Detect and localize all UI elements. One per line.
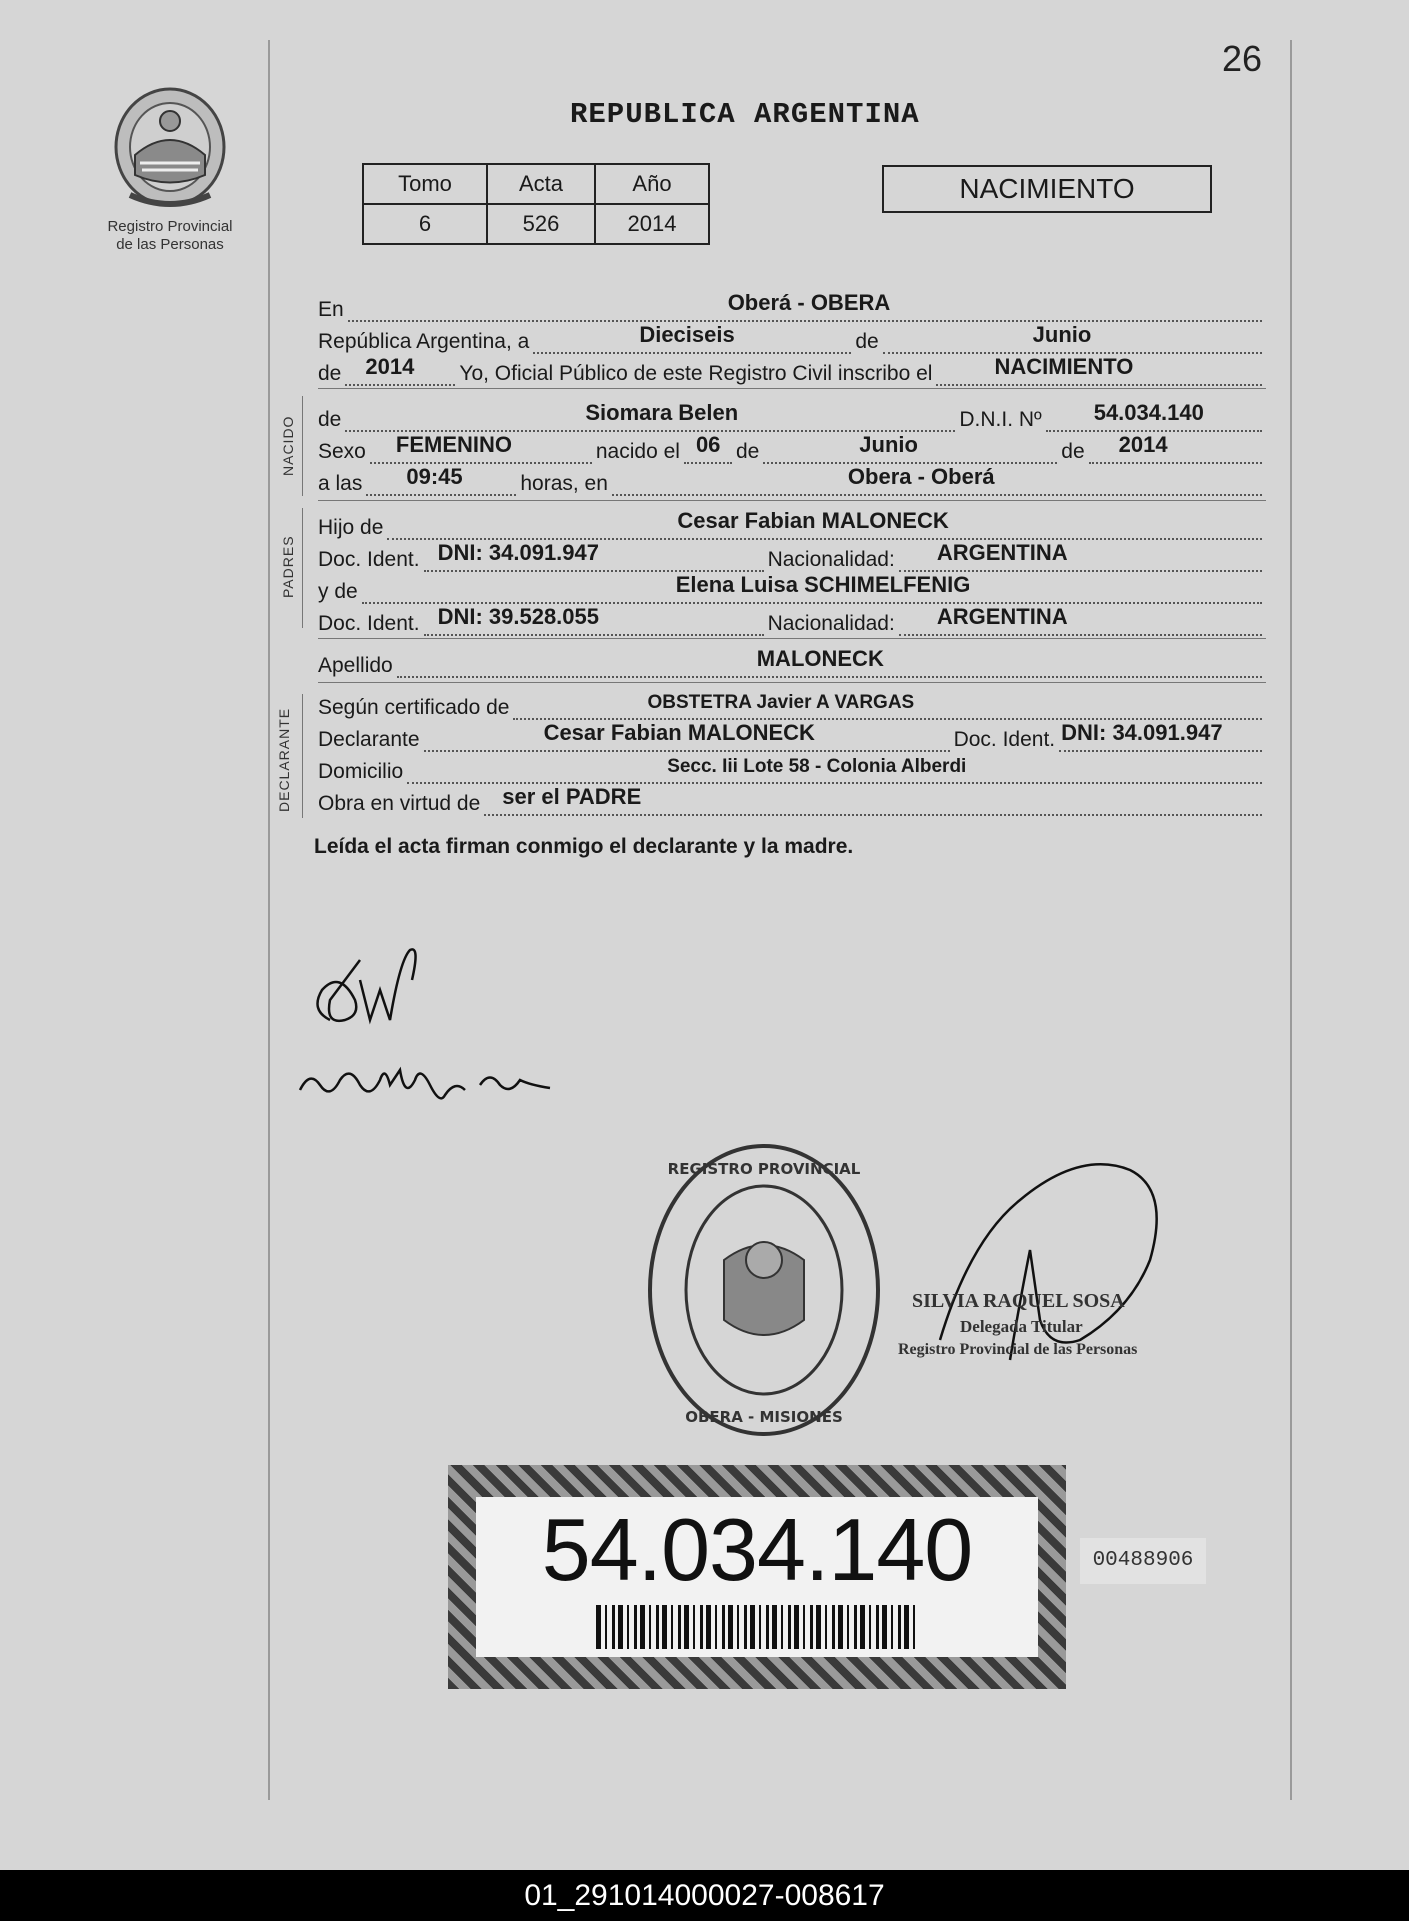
declarante-name-value: Cesar Fabian MALONECK	[543, 720, 815, 745]
certificado-label: Según certificado de	[318, 696, 510, 719]
republica-label: República Argentina, a	[318, 330, 530, 353]
place-value: Oberá - OBERA	[727, 290, 891, 315]
dni-label: D.N.I. Nº	[959, 408, 1042, 431]
line-sexo	[318, 432, 1266, 464]
declarante-section-label: DECLARANTE	[276, 707, 292, 812]
mother-nat-value: ARGENTINA	[936, 604, 1068, 629]
emblem-caption	[90, 218, 250, 254]
year-value: 2014	[365, 354, 415, 379]
obra-label: Obra en virtud de	[318, 792, 481, 815]
line-apellido	[318, 646, 1266, 678]
sticker-dni-number: 54.034.140	[541, 1500, 973, 1599]
mother-nat-label: Nacionalidad:	[767, 612, 895, 635]
alas-label: a las	[318, 472, 363, 495]
sexo-label: Sexo	[318, 440, 366, 463]
sexo-value: FEMENINO	[395, 432, 512, 457]
country-heading: REPUBLICA ARGENTINA	[570, 98, 920, 131]
ano-value: 2014	[595, 204, 709, 244]
yo-label: Yo, Oficial Público de este Registro Civil inscribo el	[459, 362, 933, 385]
de2-label: de	[318, 362, 342, 385]
page-number: 26	[1222, 38, 1263, 79]
mother-doc-value: DNI: 39.528.055	[437, 604, 599, 629]
de-label: de	[855, 330, 879, 353]
left-margin-line	[268, 40, 270, 1800]
y-de-label: y de	[318, 580, 358, 603]
signer-block	[898, 1290, 1138, 1359]
child-name-value: Siomara Belen	[585, 400, 739, 425]
en-label: En	[318, 298, 344, 321]
emblem-caption-line2: de las Personas	[116, 236, 224, 253]
line-certificado	[318, 694, 1266, 720]
mother-signature-icon	[290, 1050, 570, 1110]
domicilio-value: Secc. Iii Lote 58 - Colonia Alberdi	[667, 756, 967, 777]
registry-seal-icon	[644, 1140, 884, 1440]
acta-value: 526	[487, 204, 595, 244]
acta-header: Acta	[487, 164, 595, 204]
obra-value: ser el PADRE	[502, 784, 642, 809]
closing-statement: Leída el acta firman conmigo el declarante y la madre.	[314, 835, 854, 858]
father-nat-label: Nacionalidad:	[767, 548, 895, 571]
horas-label: horas, en	[520, 472, 608, 495]
line-domicilio	[318, 758, 1266, 784]
line-declarante	[318, 720, 1266, 752]
dni-sticker	[448, 1465, 1066, 1689]
child-dni-value: 54.034.140	[1093, 400, 1204, 425]
month-value: Junio	[1032, 322, 1092, 347]
line-father-doc	[318, 540, 1266, 572]
birth-day-value: 06	[695, 432, 721, 457]
barcode-icon	[596, 1605, 918, 1649]
emblem-caption-line1: Registro Provincial	[107, 218, 233, 235]
line-republica	[318, 322, 1266, 354]
inscribe-type-value: NACIMIENTO	[994, 354, 1134, 379]
hijo-de-label: Hijo de	[318, 516, 384, 539]
apellido-label: Apellido	[318, 654, 393, 677]
line-obra	[318, 784, 1266, 816]
line-mother-doc	[318, 604, 1266, 636]
father-doc-value: DNI: 34.091.947	[437, 540, 599, 565]
time-value: 09:45	[406, 464, 463, 489]
line-yo	[318, 354, 1266, 386]
province-emblem-icon	[110, 85, 230, 215]
nacido-el-label: nacido el	[595, 440, 680, 463]
birth-year-value: 2014	[1118, 432, 1168, 457]
padres-section-label: PADRES	[280, 535, 296, 598]
mother-name-value: Elena Luisa SCHIMELFENIG	[675, 572, 971, 597]
apellido-value: MALONECK	[756, 646, 884, 671]
tomo-value: 6	[363, 204, 487, 244]
nacido-de3-label: de	[1061, 440, 1085, 463]
declarante-label: Declarante	[318, 728, 420, 751]
svg-text:OBERA - MISIONES: OBERA - MISIONES	[685, 1408, 843, 1426]
line-mother	[318, 572, 1266, 604]
father-nat-value: ARGENTINA	[936, 540, 1068, 565]
ano-header: Año	[595, 164, 709, 204]
birth-place-value: Obera - Oberá	[847, 464, 995, 489]
record-type-box: NACIMIENTO	[882, 165, 1212, 213]
mother-doc-label: Doc. Ident.	[318, 612, 420, 635]
right-margin-line	[1290, 40, 1292, 1800]
day-words-value: Dieciseis	[639, 322, 735, 347]
registry-table	[362, 163, 710, 245]
signer-name: SILVIA RAQUEL SOSA	[912, 1290, 1125, 1312]
nacido-section-label: NACIDO	[280, 415, 296, 476]
serial-label: 00488906	[1080, 1538, 1206, 1584]
certificado-value: OBSTETRA Javier A VARGAS	[647, 692, 915, 713]
nacido-de2-label: de	[735, 440, 760, 463]
tomo-header: Tomo	[363, 164, 487, 204]
line-nacido-name	[318, 400, 1266, 432]
svg-text:REGISTRO PROVINCIAL: REGISTRO PROVINCIAL	[667, 1160, 861, 1178]
declarant-signature-icon	[300, 940, 440, 1040]
father-name-value: Cesar Fabian MALONECK	[677, 508, 949, 533]
birth-month-value: Junio	[859, 432, 918, 457]
father-doc-label: Doc. Ident.	[318, 548, 420, 571]
declarante-doc-label: Doc. Ident.	[953, 728, 1056, 751]
line-time	[318, 464, 1266, 496]
scan-footer-id: 01_291014000027-008617	[0, 1870, 1409, 1921]
declarante-doc-value: DNI: 34.091.947	[1061, 720, 1223, 745]
domicilio-label: Domicilio	[318, 760, 404, 783]
signer-office: Registro Provincial de las Personas	[898, 1341, 1138, 1358]
nacido-de-label: de	[318, 408, 342, 431]
line-en	[318, 290, 1266, 322]
signer-title: Delegada Titular	[960, 1317, 1083, 1336]
line-father	[318, 508, 1266, 540]
